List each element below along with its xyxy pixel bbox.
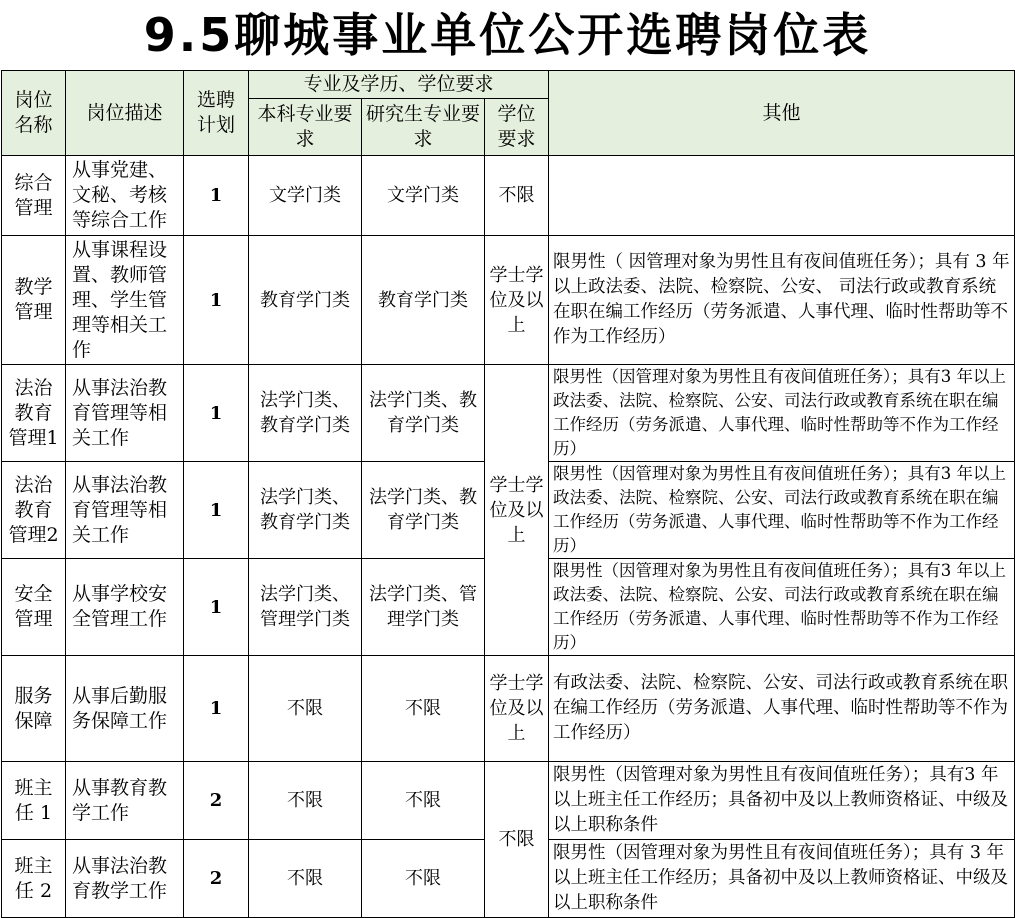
- post-name-cell: 法治教育管理2: [2, 462, 66, 559]
- graduate-cell: 法学门类、教育学门类: [362, 365, 485, 462]
- post-desc-cell: 从事法治教育管理等相关工作: [66, 365, 184, 462]
- header-post-desc: 岗位描述: [66, 71, 184, 156]
- degree-cell: 学士学位及以上: [485, 236, 549, 365]
- undergrad-cell: 不限: [249, 762, 362, 840]
- post-name-cell: 安全管理: [2, 559, 66, 656]
- table-row: [2, 656, 1015, 762]
- undergrad-cell: 法学门类、教育学门类: [249, 462, 362, 559]
- other-cell: 有政法委、法院、检察院、公安、司法行政或教育系统在职在编工作经历（劳务派遣、人事代理、临时性帮助等不作为工作经历）: [549, 656, 1015, 762]
- other-cell: 限男性（因管理对象为男性且有夜间值班任务）；具有 3 年以上班主任工作经历；具备初中及以上教师资格证、中级及以上职称条件: [549, 840, 1015, 918]
- graduate-cell: 不限: [362, 840, 485, 918]
- plan-cell: 2: [184, 762, 249, 840]
- post-name-cell: 服务保障: [2, 656, 66, 762]
- plan-cell: 1: [184, 365, 249, 462]
- other-cell: 限男性（因管理对象为男性且有夜间值班任务）；具有3 年以上政法委、法院、检察院、公安、司法行政或教育系统在职在编工作经历（劳务派遣、人事代理、临时性帮助等不作为工作经历）: [549, 462, 1015, 559]
- plan-cell: 2: [184, 840, 249, 918]
- undergrad-cell: 法学门类、教育学门类: [249, 365, 362, 462]
- plan-cell: 1: [184, 156, 249, 236]
- table-row: [2, 365, 1015, 462]
- post-desc-cell: 从事后勤服务保障工作: [66, 656, 184, 762]
- post-desc-cell: 从事法治教育教学工作: [66, 840, 184, 918]
- header-graduate: 研究生专业要求: [362, 99, 485, 156]
- degree-cell-merged: 不限: [485, 762, 549, 918]
- other-cell: 限男性（因管理对象为男性且有夜间值班任务）；具有3 年以上政法委、法院、检察院、公安、司法行政或教育系统在职在编工作经历（劳务派遣、人事代理、临时性帮助等不作为工作经历）: [549, 559, 1015, 656]
- post-name-cell: 班主任 2: [2, 840, 66, 918]
- other-cell: [549, 156, 1015, 236]
- other-cell: 限男性（因管理对象为男性且有夜间值班任务）；具有3 年以上政法委、法院、检察院、公安、司法行政或教育系统在职在编工作经历（劳务派遣、人事代理、临时性帮助等不作为工作经历）: [549, 365, 1015, 462]
- table-row: [2, 236, 1015, 365]
- header-undergrad: 本科专业要求: [249, 99, 362, 156]
- undergrad-cell: 不限: [249, 840, 362, 918]
- undergrad-cell: 文学门类: [249, 156, 362, 236]
- other-cell: 限男性（ 因管理对象为男性且有夜间值班任务）；具有 3 年以上政法委、法院、检察院、公安、 司法行政或教育系统在职在编工作经历（劳务派遣、人事代理、临时性帮助等不作为工作经历）: [549, 236, 1015, 365]
- graduate-cell: 文学门类: [362, 156, 485, 236]
- header-plan: 选聘计划: [184, 71, 249, 156]
- page-title: 9.5聊城事业单位公开选聘岗位表: [143, 8, 872, 62]
- graduate-cell: 不限: [362, 656, 485, 762]
- table-row: [2, 762, 1015, 840]
- post-name-cell: 法治教育管理1: [2, 365, 66, 462]
- graduate-cell: 法学门类、教育学门类: [362, 462, 485, 559]
- undergrad-cell: 教育学门类: [249, 236, 362, 365]
- degree-cell: 不限: [485, 156, 549, 236]
- header-degree: 学位要求: [485, 99, 549, 156]
- header-other: 其他: [549, 71, 1015, 156]
- post-desc-cell: 从事课程设置、教师管理、学生管理等相关工作: [66, 236, 184, 365]
- recruitment-table: [1, 70, 1015, 918]
- post-desc-cell: 从事学校安全管理工作: [66, 559, 184, 656]
- post-desc-cell: 从事教育教学工作: [66, 762, 184, 840]
- header-row: [2, 71, 1015, 99]
- plan-cell: 1: [184, 236, 249, 365]
- other-cell: 限男性（因管理对象为男性且有夜间值班任务）；具有3 年以上班主任工作经历；具备初中及以上教师资格证、中级及以上职称条件: [549, 762, 1015, 840]
- undergrad-cell: 不限: [249, 656, 362, 762]
- degree-cell: 学士学位及以上: [485, 656, 549, 762]
- plan-cell: 1: [184, 559, 249, 656]
- graduate-cell: 教育学门类: [362, 236, 485, 365]
- header-post-name: 岗位名称: [2, 71, 66, 156]
- graduate-cell: 法学门类、管理学门类: [362, 559, 485, 656]
- post-name-cell: 班主任 1: [2, 762, 66, 840]
- header-major-edu-group: 专业及学历、学位要求: [249, 71, 549, 99]
- plan-cell: 1: [184, 656, 249, 762]
- undergrad-cell: 法学门类、管理学门类: [249, 559, 362, 656]
- graduate-cell: 不限: [362, 762, 485, 840]
- post-name-cell: 综合管理: [2, 156, 66, 236]
- post-name-cell: 教学管理: [2, 236, 66, 365]
- plan-cell: 1: [184, 462, 249, 559]
- post-desc-cell: 从事党建、文秘、考核等综合工作: [66, 156, 184, 236]
- table-row: [2, 156, 1015, 236]
- post-desc-cell: 从事法治教育管理等相关工作: [66, 462, 184, 559]
- degree-cell-merged: 学士学位及以上: [485, 365, 549, 656]
